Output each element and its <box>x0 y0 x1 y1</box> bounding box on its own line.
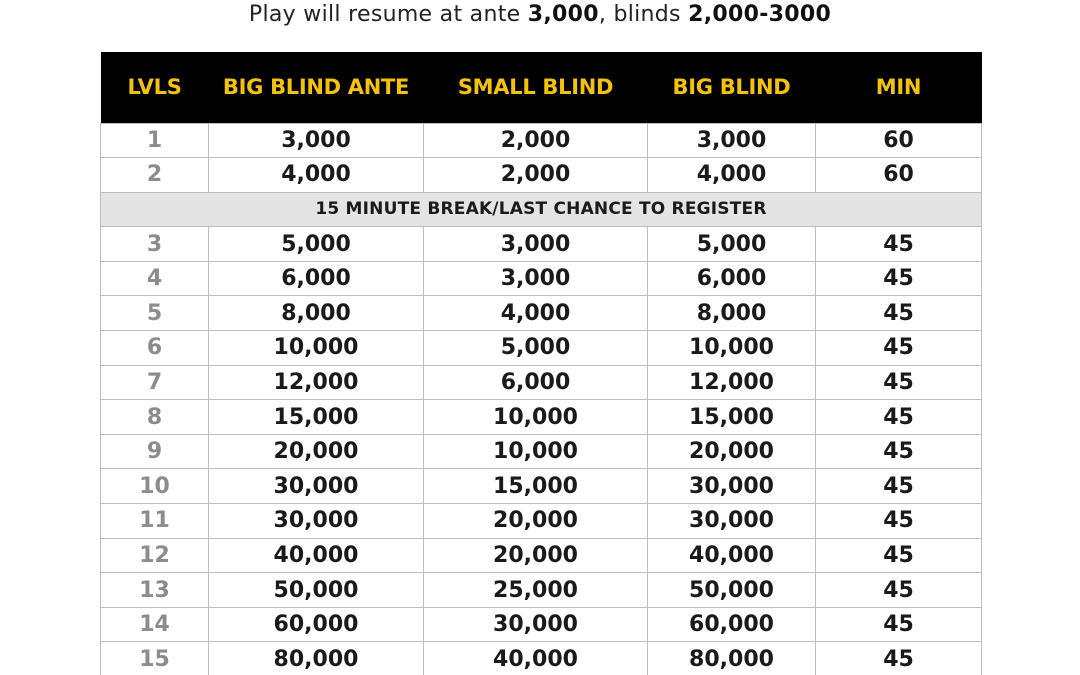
minutes-cell: 45 <box>816 296 982 331</box>
level-cell: 15 <box>101 642 209 675</box>
column-header-big-blind: BIG BLIND <box>672 75 791 100</box>
level-cell: 6 <box>101 331 209 366</box>
big-blind-cell: 50,000 <box>648 573 816 608</box>
big-blind-cell: 80,000 <box>648 642 816 675</box>
table-row <box>101 642 982 675</box>
ante-cell: 20,000 <box>209 434 424 469</box>
table-row <box>101 158 982 193</box>
resume-note-prefix: Play will resume at ante <box>248 2 528 27</box>
ante-cell: 5,000 <box>209 227 424 262</box>
table-row <box>101 538 982 573</box>
minutes-cell: 45 <box>816 227 982 262</box>
minutes-cell: 45 <box>816 365 982 400</box>
small-blind-cell: 6,000 <box>424 365 648 400</box>
level-cell: 10 <box>101 469 209 504</box>
table-row <box>101 296 982 331</box>
table-header-row <box>101 52 982 123</box>
table-row <box>101 331 982 366</box>
ante-cell: 30,000 <box>209 469 424 504</box>
big-blind-cell: 60,000 <box>648 607 816 642</box>
big-blind-cell: 5,000 <box>648 227 816 262</box>
table-row <box>101 365 982 400</box>
small-blind-cell: 10,000 <box>424 434 648 469</box>
level-cell: 2 <box>101 158 209 193</box>
table-row <box>101 123 982 158</box>
level-cell: 4 <box>101 261 209 296</box>
minutes-cell: 60 <box>816 158 982 193</box>
column-header-big-blind-ante: BIG BLIND ANTE <box>222 75 410 100</box>
small-blind-cell: 3,000 <box>424 261 648 296</box>
big-blind-cell: 30,000 <box>648 469 816 504</box>
big-blind-cell: 8,000 <box>648 296 816 331</box>
ante-cell: 8,000 <box>209 296 424 331</box>
level-cell: 14 <box>101 607 209 642</box>
ante-cell: 80,000 <box>209 642 424 675</box>
ante-cell: 50,000 <box>209 573 424 608</box>
small-blind-cell: 2,000 <box>424 158 648 193</box>
minutes-cell: 45 <box>816 573 982 608</box>
level-cell: 11 <box>101 504 209 539</box>
ante-cell: 30,000 <box>209 504 424 539</box>
resume-note-ante: 3,000 <box>527 2 599 27</box>
table-row <box>101 607 982 642</box>
break-row <box>101 192 982 227</box>
minutes-cell: 45 <box>816 538 982 573</box>
big-blind-cell: 10,000 <box>648 331 816 366</box>
level-cell: 1 <box>101 123 209 158</box>
ante-cell: 10,000 <box>209 331 424 366</box>
ante-cell: 15,000 <box>209 400 424 435</box>
break-label: 15 MINUTE BREAK/LAST CHANCE TO REGISTER <box>101 192 982 227</box>
small-blind-cell: 25,000 <box>424 573 648 608</box>
level-cell: 12 <box>101 538 209 573</box>
table-row <box>101 469 982 504</box>
level-cell: 3 <box>101 227 209 262</box>
small-blind-cell: 5,000 <box>424 331 648 366</box>
level-cell: 5 <box>101 296 209 331</box>
column-header-small-blind: SMALL BLIND <box>457 75 614 100</box>
table-header <box>101 52 982 123</box>
resume-note-blinds: 2,000-3000 <box>688 2 832 27</box>
minutes-cell: 45 <box>816 434 982 469</box>
column-header-min: MIN <box>875 75 922 100</box>
big-blind-cell: 20,000 <box>648 434 816 469</box>
big-blind-cell: 30,000 <box>648 504 816 539</box>
level-cell: 7 <box>101 365 209 400</box>
level-cell: 13 <box>101 573 209 608</box>
big-blind-cell: 4,000 <box>648 158 816 193</box>
minutes-cell: 60 <box>816 123 982 158</box>
minutes-cell: 45 <box>816 261 982 296</box>
minutes-cell: 45 <box>816 400 982 435</box>
resume-note-middle: , blinds <box>598 2 689 27</box>
minutes-cell: 45 <box>816 642 982 675</box>
minutes-cell: 45 <box>816 331 982 366</box>
minutes-cell: 45 <box>816 607 982 642</box>
small-blind-cell: 2,000 <box>424 123 648 158</box>
small-blind-cell: 20,000 <box>424 538 648 573</box>
ante-cell: 40,000 <box>209 538 424 573</box>
table-row <box>101 504 982 539</box>
table-row <box>101 434 982 469</box>
ante-cell: 6,000 <box>209 261 424 296</box>
table-row <box>101 573 982 608</box>
small-blind-cell: 3,000 <box>424 227 648 262</box>
small-blind-cell: 4,000 <box>424 296 648 331</box>
table-row <box>101 227 982 262</box>
table-body <box>101 123 982 675</box>
small-blind-cell: 40,000 <box>424 642 648 675</box>
big-blind-cell: 15,000 <box>648 400 816 435</box>
big-blind-cell: 3,000 <box>648 123 816 158</box>
big-blind-cell: 12,000 <box>648 365 816 400</box>
column-header-levels: LVLS <box>127 75 182 100</box>
big-blind-cell: 6,000 <box>648 261 816 296</box>
ante-cell: 4,000 <box>209 158 424 193</box>
ante-cell: 60,000 <box>209 607 424 642</box>
small-blind-cell: 10,000 <box>424 400 648 435</box>
table-row <box>101 261 982 296</box>
small-blind-cell: 20,000 <box>424 504 648 539</box>
ante-cell: 3,000 <box>209 123 424 158</box>
level-cell: 8 <box>101 400 209 435</box>
table-row <box>101 400 982 435</box>
blind-structure-table-wrap <box>100 52 981 675</box>
small-blind-cell: 15,000 <box>424 469 648 504</box>
resume-note <box>0 2 1080 27</box>
small-blind-cell: 30,000 <box>424 607 648 642</box>
big-blind-cell: 40,000 <box>648 538 816 573</box>
minutes-cell: 45 <box>816 469 982 504</box>
minutes-cell: 45 <box>816 504 982 539</box>
ante-cell: 12,000 <box>209 365 424 400</box>
level-cell: 9 <box>101 434 209 469</box>
blind-structure-table <box>100 52 982 675</box>
